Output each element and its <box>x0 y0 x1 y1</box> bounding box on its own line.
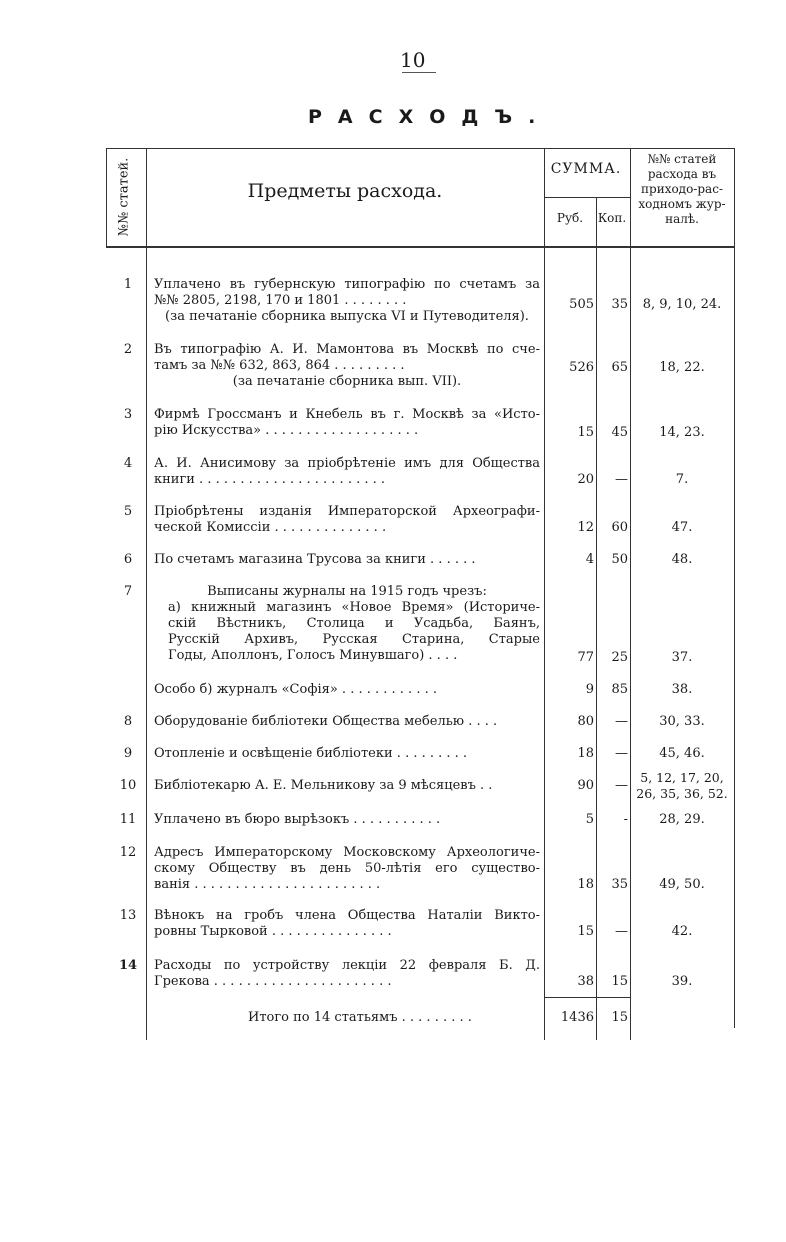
row-text: Выписаны журналы на 1915 годъ чрезъ: а) книжный магазинъ «Новое Время» (Историче- скій Вѣстникъ, Столица и Усадьба, Баянъ, Русскій Архивъ, Русская Старина, Старые Годы, Аполлонъ, Голосъ Минувшаго) . . . . <box>168 584 540 663</box>
row-ref: 48. <box>671 552 693 567</box>
row-rub: 5 <box>585 812 594 827</box>
row-text: Вѣнокъ на гробъ члена Общества Наталіи Викто- ровны Тырковой . . . . . . . . . . . . . . . <box>154 908 540 939</box>
rub-col-rule <box>544 148 545 1040</box>
header-number: №№ статей. <box>116 157 132 237</box>
total-rule <box>544 997 630 998</box>
row-number: 11 <box>119 812 137 827</box>
row-kop: 15 <box>611 974 628 989</box>
row-ref: 45, 46. <box>659 746 705 761</box>
row-kop: 25 <box>611 650 628 665</box>
header-bottom-rule <box>106 246 734 248</box>
row-number: 3 <box>123 407 133 422</box>
row-text: Отопленіе и освѣщеніе библіотеки . . . . . . . . . <box>154 746 468 761</box>
row-text: Оборудованіе библіотеки Общества мебелью . . . . <box>154 714 498 729</box>
right-rule <box>734 148 735 1028</box>
row-rub: 15 <box>577 425 594 440</box>
header-sum: СУММА. <box>550 161 622 177</box>
sum-subheader-rule <box>544 197 630 198</box>
row-ref: 39. <box>671 974 693 989</box>
row-number: 8 <box>123 714 133 729</box>
header-subject: Предметы расхода. <box>247 180 443 202</box>
header-rub: Руб. <box>556 211 584 225</box>
row-text: Библіотекарю А. Е. Мельникову за 9 мѣсяцевъ . . <box>154 778 493 793</box>
row-kop: 35 <box>611 877 628 892</box>
row-kop: — <box>615 714 628 729</box>
row-number: 4 <box>123 456 133 471</box>
table-top-rule <box>106 148 734 149</box>
row-ref: 30, 33. <box>659 714 705 729</box>
row-rub: 77 <box>577 650 594 665</box>
header-ref: №№ статей расхода въ приходо-рас- ходномъ жур- налѣ. <box>638 152 726 226</box>
row-text: Фирмѣ Гроссманъ и Кнебель въ г. Москвѣ за «Исто- рію Искусства» . . . . . . . . . . . . . . . . . . . <box>154 407 540 438</box>
row-rub: 20 <box>577 472 594 487</box>
row-text: Уплачено въ губернскую типографію по счетамъ за №№ 2805, 2198, 170 и 1801 . . . . . . . . (за печатаніе сборника выпуска VI и Путеводителя). <box>154 277 540 324</box>
row-rub: 18 <box>577 877 594 892</box>
row-number: 9 <box>123 746 133 761</box>
row-text: По счетамъ магазина Трусова за книги . . . . . . <box>154 552 476 567</box>
row-ref: 49, 50. <box>659 877 705 892</box>
row-text: Расходы по устройству лекціи 22 февраля Б. Д. Грекова . . . . . . . . . . . . . . . . . . . . . . <box>154 958 540 989</box>
row-rub: 505 <box>569 297 594 312</box>
row-ref: 5, 12, 17, 20, 26, 35, 36, 52. <box>636 770 728 801</box>
row-rub: 18 <box>577 746 594 761</box>
row-number: 2 <box>123 342 133 357</box>
row-text: Адресъ Императорскому Московскому Археологиче- скому Обществу въ день 50-лѣтія его существо- ванія . . . . . . . . . . . . . . . . . . . . . . . <box>154 845 540 892</box>
row-rub: 4 <box>585 552 594 567</box>
row-kop: — <box>615 472 628 487</box>
total-label: Итого по 14 статьямъ . . . . . . . . . <box>248 1010 472 1025</box>
row-text: Пріобрѣтены изданія Императорской Археографи- ческой Комиссіи . . . . . . . . . . . . . . <box>154 504 540 535</box>
row-ref: 7. <box>675 472 689 487</box>
row-ref: 14, 23. <box>659 425 705 440</box>
row-rub: 12 <box>577 520 594 535</box>
row-number: 6 <box>123 552 133 567</box>
row-number: 10 <box>119 778 137 793</box>
row-kop: 85 <box>611 682 628 697</box>
row-kop: — <box>615 924 628 939</box>
page-number: 10 <box>400 48 426 72</box>
row-number: 12 <box>119 845 137 860</box>
row-rub: 38 <box>577 974 594 989</box>
row-rub: 90 <box>577 778 594 793</box>
row-kop: — <box>615 778 628 793</box>
row-text: Въ типографію А. И. Мамонтова въ Москвѣ по сче- тамъ за №№ 632, 863, 864 . . . . . . . . . (за печатаніе сборника вып. VII). <box>154 342 540 389</box>
page-number-rule <box>402 72 436 73</box>
row-rub: 15 <box>577 924 594 939</box>
row-ref: 8, 9, 10, 24. <box>642 297 722 312</box>
row-rub: 80 <box>577 714 594 729</box>
row-number: 14 <box>118 958 138 973</box>
row-kop: 50 <box>611 552 628 567</box>
row-text: А. И. Анисимову за пріобрѣтеніе имъ для Общества книги . . . . . . . . . . . . . . . . . . . . . . . <box>154 456 540 487</box>
row-text: Уплачено въ бюро вырѣзокъ . . . . . . . . . . . <box>154 812 441 827</box>
kop-col-rule <box>596 197 597 1040</box>
row-ref: 28, 29. <box>659 812 705 827</box>
row-number: 1 <box>123 277 133 292</box>
row-number: 13 <box>119 908 137 923</box>
row-text: Особо б) журналъ «Софія» . . . . . . . . . . . . <box>154 682 437 697</box>
row-kop: - <box>623 812 628 827</box>
row-rub: 9 <box>585 682 594 697</box>
header-kop: Коп. <box>597 211 627 225</box>
row-ref: 42. <box>671 924 693 939</box>
row-rub: 526 <box>569 360 594 375</box>
row-number: 5 <box>123 504 133 519</box>
row-kop: 60 <box>611 520 628 535</box>
row-ref: 37. <box>671 650 693 665</box>
row-number: 7 <box>123 584 133 599</box>
row-ref: 18, 22. <box>659 360 705 375</box>
total-rub: 1436 <box>560 1010 594 1025</box>
row-ref: 38. <box>671 682 693 697</box>
total-kop: 15 <box>611 1010 628 1025</box>
row-kop: 35 <box>611 297 628 312</box>
row-kop: — <box>615 746 628 761</box>
row-kop: 65 <box>611 360 628 375</box>
row-ref: 47. <box>671 520 693 535</box>
page-title: РАСХОДЪ. <box>308 106 552 128</box>
row-kop: 45 <box>611 425 628 440</box>
ref-col-rule <box>630 148 631 1040</box>
